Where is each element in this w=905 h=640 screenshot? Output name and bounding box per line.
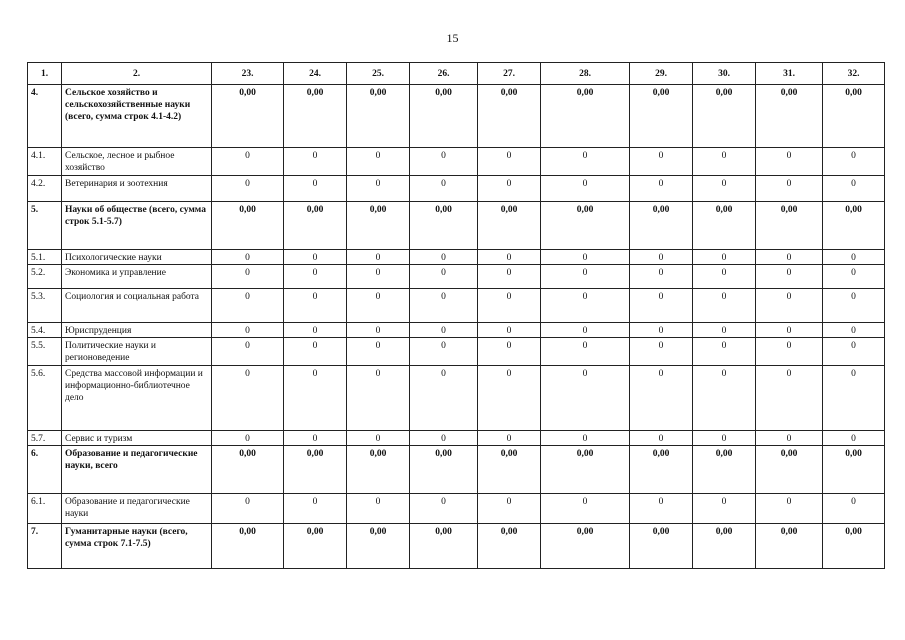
- value-cell: 0: [347, 431, 410, 446]
- value-cell: 0: [410, 176, 478, 202]
- row-name: Гуманитарные науки (всего, сумма строк 7.1-7.5): [62, 524, 212, 569]
- value-cell: 0,00: [756, 85, 823, 148]
- value-cell: 0: [284, 366, 347, 431]
- value-cell: 0: [212, 250, 284, 265]
- value-cell: 0: [347, 148, 410, 176]
- row-number: 5.4.: [28, 323, 62, 338]
- value-cell: 0,00: [630, 524, 693, 569]
- value-cell: 0: [410, 265, 478, 289]
- value-cell: 0: [541, 289, 630, 323]
- value-cell: 0: [541, 323, 630, 338]
- value-cell: 0: [212, 148, 284, 176]
- value-cell: 0: [823, 494, 885, 524]
- value-cell: 0: [284, 431, 347, 446]
- page-number: 15: [446, 31, 459, 45]
- value-cell: 0: [823, 265, 885, 289]
- value-cell: 0: [410, 494, 478, 524]
- value-cell: 0: [478, 176, 541, 202]
- header-cell: 2.: [62, 63, 212, 85]
- value-cell: 0: [284, 338, 347, 366]
- value-cell: 0: [630, 250, 693, 265]
- value-cell: 0: [212, 494, 284, 524]
- value-cell: 0,00: [630, 446, 693, 494]
- row-number: 5.7.: [28, 431, 62, 446]
- value-cell: 0,00: [478, 202, 541, 250]
- value-cell: 0,00: [823, 446, 885, 494]
- value-cell: 0,00: [212, 202, 284, 250]
- value-cell: 0: [410, 289, 478, 323]
- value-cell: 0: [693, 250, 756, 265]
- value-cell: 0: [630, 176, 693, 202]
- table-row: [28, 366, 885, 431]
- value-cell: 0,00: [756, 202, 823, 250]
- row-number: 6.: [28, 446, 62, 494]
- value-cell: 0,00: [756, 446, 823, 494]
- value-cell: 0: [541, 338, 630, 366]
- header-cell: 28.: [541, 63, 630, 85]
- value-cell: 0: [478, 338, 541, 366]
- value-cell: 0,00: [693, 202, 756, 250]
- value-cell: 0: [284, 148, 347, 176]
- value-cell: 0: [823, 250, 885, 265]
- row-number: 5.2.: [28, 265, 62, 289]
- value-cell: 0: [630, 289, 693, 323]
- value-cell: 0: [410, 431, 478, 446]
- value-cell: 0,00: [347, 446, 410, 494]
- value-cell: 0: [630, 338, 693, 366]
- value-cell: 0: [693, 265, 756, 289]
- row-number: 5.1.: [28, 250, 62, 265]
- value-cell: 0,00: [347, 85, 410, 148]
- table-row: [28, 323, 885, 338]
- row-name: Социология и социальная работа: [62, 289, 212, 323]
- value-cell: 0,00: [756, 524, 823, 569]
- value-cell: 0: [347, 338, 410, 366]
- value-cell: 0: [756, 338, 823, 366]
- value-cell: 0: [756, 148, 823, 176]
- value-cell: 0: [630, 323, 693, 338]
- value-cell: 0,00: [212, 524, 284, 569]
- value-cell: 0: [284, 176, 347, 202]
- value-cell: 0: [410, 366, 478, 431]
- value-cell: 0,00: [478, 446, 541, 494]
- header-cell: 25.: [347, 63, 410, 85]
- value-cell: 0,00: [823, 85, 885, 148]
- value-cell: 0,00: [212, 446, 284, 494]
- value-cell: 0,00: [410, 202, 478, 250]
- value-cell: 0: [541, 250, 630, 265]
- value-cell: 0: [212, 338, 284, 366]
- data-table: [27, 62, 885, 569]
- value-cell: 0: [478, 366, 541, 431]
- value-cell: 0: [693, 323, 756, 338]
- value-cell: 0: [478, 250, 541, 265]
- value-cell: 0: [541, 366, 630, 431]
- row-name: Средства массовой информации и информационно-библиотечное дело: [62, 366, 212, 431]
- row-name: Образование и педагогические науки, всего: [62, 446, 212, 494]
- value-cell: 0: [347, 176, 410, 202]
- table-row: [28, 148, 885, 176]
- row-number: 5.6.: [28, 366, 62, 431]
- value-cell: 0: [823, 431, 885, 446]
- value-cell: 0,00: [478, 524, 541, 569]
- value-cell: 0: [410, 323, 478, 338]
- row-name: Сельское, лесное и рыбное хозяйство: [62, 148, 212, 176]
- value-cell: 0,00: [347, 202, 410, 250]
- value-cell: 0: [478, 289, 541, 323]
- header-cell: 26.: [410, 63, 478, 85]
- row-name: Психологические науки: [62, 250, 212, 265]
- table-row: [28, 289, 885, 323]
- value-cell: 0: [823, 323, 885, 338]
- value-cell: 0: [212, 265, 284, 289]
- value-cell: 0: [541, 176, 630, 202]
- value-cell: 0: [347, 265, 410, 289]
- value-cell: 0,00: [284, 202, 347, 250]
- row-number: 4.1.: [28, 148, 62, 176]
- table-row: [28, 524, 885, 569]
- value-cell: 0,00: [693, 524, 756, 569]
- header-cell: 27.: [478, 63, 541, 85]
- header-cell: 32.: [823, 63, 885, 85]
- table-row: [28, 446, 885, 494]
- value-cell: 0: [756, 366, 823, 431]
- value-cell: 0,00: [541, 524, 630, 569]
- value-cell: 0: [347, 366, 410, 431]
- value-cell: 0: [410, 148, 478, 176]
- row-number: 7.: [28, 524, 62, 569]
- table-row: [28, 431, 885, 446]
- value-cell: 0: [630, 431, 693, 446]
- value-cell: 0: [541, 431, 630, 446]
- value-cell: 0,00: [823, 524, 885, 569]
- value-cell: 0: [823, 338, 885, 366]
- value-cell: 0: [284, 323, 347, 338]
- value-cell: 0: [347, 250, 410, 265]
- row-name: Экономика и управление: [62, 265, 212, 289]
- value-cell: 0,00: [693, 85, 756, 148]
- table-row: [28, 494, 885, 524]
- value-cell: 0: [212, 176, 284, 202]
- value-cell: 0: [212, 289, 284, 323]
- value-cell: 0,00: [284, 85, 347, 148]
- value-cell: 0: [693, 338, 756, 366]
- value-cell: 0: [347, 289, 410, 323]
- value-cell: 0: [693, 176, 756, 202]
- value-cell: 0,00: [284, 446, 347, 494]
- row-name: Ветеринария и зоотехния: [62, 176, 212, 202]
- row-name: Науки об обществе (всего, сумма строк 5.1-5.7): [62, 202, 212, 250]
- row-number: 5.: [28, 202, 62, 250]
- value-cell: 0: [693, 494, 756, 524]
- table-row: [28, 202, 885, 250]
- value-cell: 0: [823, 148, 885, 176]
- value-cell: 0: [284, 289, 347, 323]
- table-row: [28, 85, 885, 148]
- table-row: [28, 265, 885, 289]
- value-cell: 0,00: [541, 85, 630, 148]
- row-number: 4.2.: [28, 176, 62, 202]
- value-cell: 0: [347, 323, 410, 338]
- value-cell: 0,00: [284, 524, 347, 569]
- value-cell: 0: [630, 366, 693, 431]
- row-number: 5.3.: [28, 289, 62, 323]
- value-cell: 0,00: [630, 85, 693, 148]
- value-cell: 0: [478, 323, 541, 338]
- header-cell: 24.: [284, 63, 347, 85]
- value-cell: 0: [756, 176, 823, 202]
- value-cell: 0: [410, 338, 478, 366]
- value-cell: 0,00: [541, 446, 630, 494]
- value-cell: 0: [630, 265, 693, 289]
- table-row: [28, 176, 885, 202]
- value-cell: 0: [284, 494, 347, 524]
- value-cell: 0,00: [478, 85, 541, 148]
- value-cell: 0,00: [410, 524, 478, 569]
- value-cell: 0: [693, 289, 756, 323]
- header-row: [28, 63, 885, 85]
- row-name: Сельское хозяйство и сельскохозяйственные науки (всего, сумма строк 4.1-4.2): [62, 85, 212, 148]
- value-cell: 0: [212, 431, 284, 446]
- value-cell: 0: [212, 323, 284, 338]
- value-cell: 0,00: [410, 446, 478, 494]
- value-cell: 0: [284, 265, 347, 289]
- header-cell: 30.: [693, 63, 756, 85]
- header-cell: 23.: [212, 63, 284, 85]
- row-name: Юриспруденция: [62, 323, 212, 338]
- value-cell: 0: [410, 250, 478, 265]
- header-cell: 1.: [28, 63, 62, 85]
- value-cell: 0: [823, 289, 885, 323]
- value-cell: 0: [756, 431, 823, 446]
- value-cell: 0: [478, 265, 541, 289]
- value-cell: 0: [756, 265, 823, 289]
- value-cell: 0: [693, 366, 756, 431]
- value-cell: 0: [478, 431, 541, 446]
- table-row: [28, 338, 885, 366]
- value-cell: 0,00: [823, 202, 885, 250]
- value-cell: 0: [630, 148, 693, 176]
- value-cell: 0,00: [630, 202, 693, 250]
- value-cell: 0: [756, 250, 823, 265]
- value-cell: 0: [693, 148, 756, 176]
- value-cell: 0: [756, 289, 823, 323]
- value-cell: 0: [212, 366, 284, 431]
- value-cell: 0: [823, 176, 885, 202]
- value-cell: 0: [541, 265, 630, 289]
- table-row: [28, 250, 885, 265]
- value-cell: 0,00: [212, 85, 284, 148]
- row-name: Образование и педагогические науки: [62, 494, 212, 524]
- row-name: Сервис и туризм: [62, 431, 212, 446]
- value-cell: 0,00: [347, 524, 410, 569]
- value-cell: 0,00: [410, 85, 478, 148]
- value-cell: 0: [347, 494, 410, 524]
- value-cell: 0: [630, 494, 693, 524]
- value-cell: 0: [693, 431, 756, 446]
- value-cell: 0: [284, 250, 347, 265]
- value-cell: 0,00: [693, 446, 756, 494]
- value-cell: 0: [541, 494, 630, 524]
- row-name: Политические науки и регионоведение: [62, 338, 212, 366]
- row-number: 4.: [28, 85, 62, 148]
- row-number: 5.5.: [28, 338, 62, 366]
- header-cell: 29.: [630, 63, 693, 85]
- value-cell: 0: [756, 494, 823, 524]
- value-cell: 0: [478, 148, 541, 176]
- value-cell: 0: [756, 323, 823, 338]
- row-number: 6.1.: [28, 494, 62, 524]
- value-cell: 0: [541, 148, 630, 176]
- value-cell: 0,00: [541, 202, 630, 250]
- value-cell: 0: [478, 494, 541, 524]
- value-cell: 0: [823, 366, 885, 431]
- header-cell: 31.: [756, 63, 823, 85]
